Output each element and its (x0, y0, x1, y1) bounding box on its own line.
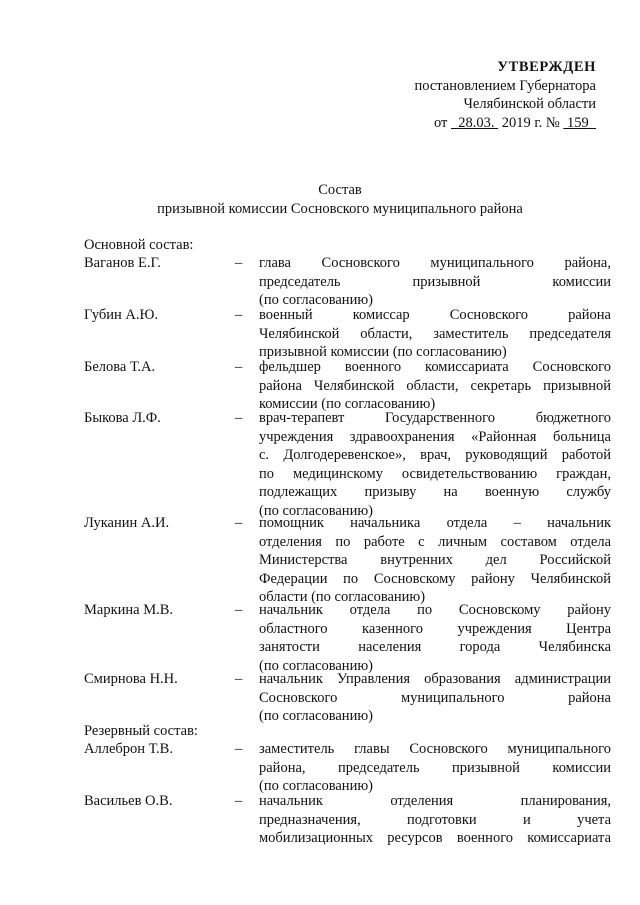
description-line: военный комиссар Сосновского районa (259, 307, 611, 323)
description-line: Федерации по Сосновскому району Челябинской (259, 570, 611, 587)
approval-line-1: постановлением Губернатора (414, 77, 596, 94)
description-line: заместитель главы Сосновского муниципального (259, 741, 611, 757)
member-name: Губин А.Ю. (84, 307, 159, 323)
description-line: Челябинской области, заместитель председателя (259, 325, 611, 342)
description-line: призывной комиссии (по согласованию) (259, 344, 507, 360)
member-name: Луканин А.И. (84, 515, 170, 531)
description-line: по медицинскому освидетельствованию граждан, (259, 465, 611, 482)
main-section-label: Основной состав: (84, 237, 194, 253)
description-line: подлежащих призыву на военную службу (259, 484, 611, 500)
member-dash: – (235, 410, 243, 426)
description-line: (по согласованию) (259, 778, 373, 794)
member-name: Маркина М.В. (84, 602, 174, 618)
description-line: (по согласованию) (259, 292, 373, 308)
member-name: Смирнова Н.Н. (84, 671, 178, 687)
description-line: начальник Управления образования администрации (259, 671, 611, 687)
approval-number (563, 115, 596, 131)
description-line: фельдшер военного комиссариата Сосновского (259, 359, 611, 375)
member-dash: – (235, 671, 243, 687)
description-line: занятости населения города Челябинска (259, 639, 611, 655)
description-line: (по согласованию) (259, 657, 373, 674)
member-description (259, 740, 611, 796)
description-line: областного казенного учреждения Центра (259, 620, 611, 637)
description-line: врач-терапевт Государственного бюджетного (259, 410, 611, 426)
description-line: комиссии (по согласованию) (259, 396, 436, 412)
member-dash: – (235, 307, 243, 323)
description-line: (по согласованию) (259, 708, 373, 724)
member-name: Ваганов Е.Г. (84, 255, 161, 271)
member-description (259, 670, 611, 726)
description-line: отделения по работе с личным составом отдела (259, 533, 611, 550)
member-description (259, 792, 611, 848)
approval-year: 2019 г. № (501, 114, 560, 131)
description-line: предназначения, подготовки и учета (259, 811, 611, 828)
heading-line-1: Состав (318, 182, 362, 198)
description-line: помощник начальника отдела – начальник (259, 515, 611, 531)
approval-date-value: 28.03. (458, 114, 495, 131)
description-line: Сосновского муниципального района (259, 689, 611, 706)
heading-line-2: призывной комиссии Сосновского муниципального района (157, 200, 523, 217)
description-line: (по согласованию) (259, 502, 373, 519)
description-line: начальник отделения планирования, (259, 793, 611, 809)
approval-number-value: 159 (567, 114, 589, 131)
approval-date-line (396, 114, 596, 133)
approval-line-2: Челябинской области (463, 96, 596, 112)
approval-stamp (396, 58, 596, 132)
description-line: глава Сосновского муниципального района, (259, 255, 611, 271)
member-name: Быкова Л.Ф. (84, 410, 161, 426)
member-name: Аллеброн Т.В. (84, 741, 173, 757)
member-dash: – (235, 793, 243, 809)
description-line: с. Долгодеревенское», врач, руководящий работой (259, 447, 611, 463)
description-line: Министерства внутренних дел Российской (259, 552, 611, 568)
member-name: Васильев О.В. (84, 793, 173, 809)
member-description (259, 358, 611, 414)
approval-date (451, 115, 498, 131)
description-line: начальник отдела по Сосновскому району (259, 602, 611, 618)
member-name: Белова Т.А. (84, 359, 156, 375)
description-line: учреждения здравоохранения «Районная больница (259, 428, 611, 445)
approval-date-prefix: от (433, 114, 448, 131)
member-description (259, 254, 611, 310)
member-description (259, 409, 611, 520)
member-dash: – (235, 255, 243, 271)
document-heading (80, 181, 600, 218)
member-dash: – (235, 359, 243, 375)
approval-title: УТВЕРЖДЕН (497, 59, 596, 75)
description-line: председатель призывной комиссии (259, 273, 611, 290)
member-dash: – (235, 515, 243, 531)
reserve-section-label: Резервный состав: (84, 723, 198, 739)
description-line: района Челябинской области, секретарь призывной (259, 377, 611, 394)
member-description (259, 601, 611, 675)
member-description (259, 306, 611, 362)
description-line: мобилизационных ресурсов военного комиссариата (259, 830, 611, 846)
member-description (259, 514, 611, 607)
member-dash: – (235, 741, 243, 757)
description-line: области (по согласованию) (259, 589, 426, 605)
description-line: района, председатель призывной комиссии (259, 759, 611, 776)
member-dash: – (235, 602, 243, 618)
